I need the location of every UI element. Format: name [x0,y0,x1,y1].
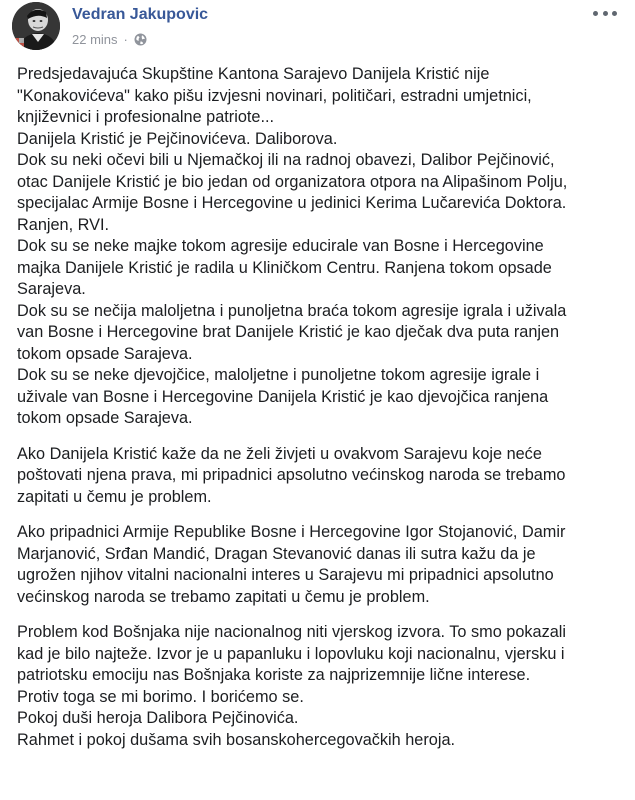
post-header [0,0,635,60]
post-text-line: zapitati u čemu je problem. [17,487,212,506]
post-text-line: književnici i profesionalne patriote... [17,108,275,126]
post-text-line: Dok su se neke majke tokom agresije educirale van Bosne i Hercegovine [17,237,544,255]
post-paragraph [17,622,622,751]
post-text-line: Problem kod Bošnjaka nije nacionalnog niti vjerskog izvora. To smo pokazali [17,623,567,641]
post-text-line: Sarajeva. [17,280,86,298]
post-text-line: kad je bilo najteže. Izvor je u papanluku i lopovluku koji nacionalnu, vjersku i [17,644,565,663]
post-text-line: Pokoj duši heroja Dalibora Pejčinovića. [17,709,299,727]
post-body [17,64,622,765]
post-text-line: Danijela Kristić je Pejčinovićeva. Daliborova. [17,129,338,148]
post-text-line: većinskog naroda se trebamo zapitati u čemu je problem. [17,587,430,606]
more-options-icon[interactable] [593,6,617,20]
post-text-line: Ako Danijela Kristić kaže da ne želi živjeti u ovakvom Sarajevu koje neće [17,444,542,463]
post-text-line: poštovati njena prava, mi pripadnici apsolutno većinskog naroda se trebamo [17,466,566,484]
globe-icon[interactable] [134,33,147,46]
author-name[interactable]: Vedran Jakupovic [72,6,209,23]
post-paragraph [17,444,622,509]
post-text-line: Predsjedavajuća Skupštine Kantona Sarajevo Danijela Kristić nije [17,65,490,83]
post-text-line: van Bosne i Hercegovine brat Danijele Kristić je kao dječak dva puta ranjen [17,323,560,341]
post-text-line: Dok su se nečija maloljetna i punoljetna braća tokom agresije igrala i uživala [17,301,567,320]
avatar[interactable] [12,2,60,50]
post-text-line: tokom opsade Sarajeva. [17,344,193,363]
post-text-line: Marjanović, Srđan Mandić, Dragan Stevanović danas ili sutra kažu da je [17,544,536,563]
post-paragraph [17,64,622,430]
post-text-line: uživale van Bosne i Hercegovine Danijela Kristić je kao djevojčica ranjena [17,387,549,406]
post-text-line: Protiv toga se mi borimo. I borićemo se. [17,687,304,706]
post-text-line: Dok su se neke djevojčice, maloljetne i punoljetne tokom agresije igrale i [17,366,540,384]
post-paragraph [17,522,622,608]
post-text-line: Ranjen, RVI. [17,215,110,234]
post-text-line: Rahmet i pokoj dušama svih bosanskohercegovačkih heroja. [17,730,456,749]
post-text-line: tokom opsade Sarajeva. [17,409,193,427]
post-text-line: specijalac Armije Bosne i Hercegovine u jedinici Kerima Lučarevića Doktora. [17,194,567,212]
post-text-line: majka Danijele Kristić je radila u Kliničkom Centru. Ranjena tokom opsade [17,258,552,277]
options-dot [612,11,617,16]
options-dot [603,11,608,16]
post-text-line: ugrožen njihov vitalni nacionalni interes u Sarajevu mi pripadnici apsolutno [17,566,554,584]
post-text-line: Dok su neki očevi bili u Njemačkoj ili na radnoj obavezi, Dalibor Pejčinović, [17,151,555,169]
post-text-line: otac Danijele Kristić je bio jedan od organizatora otpora na Alipašinom Polju, [17,172,568,191]
post-text-line: Ako pripadnici Armije Republike Bosne i Hercegovine Igor Stojanović, Damir [17,523,566,541]
options-dot [593,11,598,16]
post-meta [72,32,147,47]
post-time[interactable]: 22 mins [72,32,118,47]
meta-separator: · [123,32,128,47]
post-text-line: "Konakovićeva" kako pišu izvjesni novinari, političari, estradni umjetnici, [17,86,532,105]
post-text-line: patriotsku emociju nas Bošnjaka koriste za najprizemnije lične interese. [17,666,531,684]
